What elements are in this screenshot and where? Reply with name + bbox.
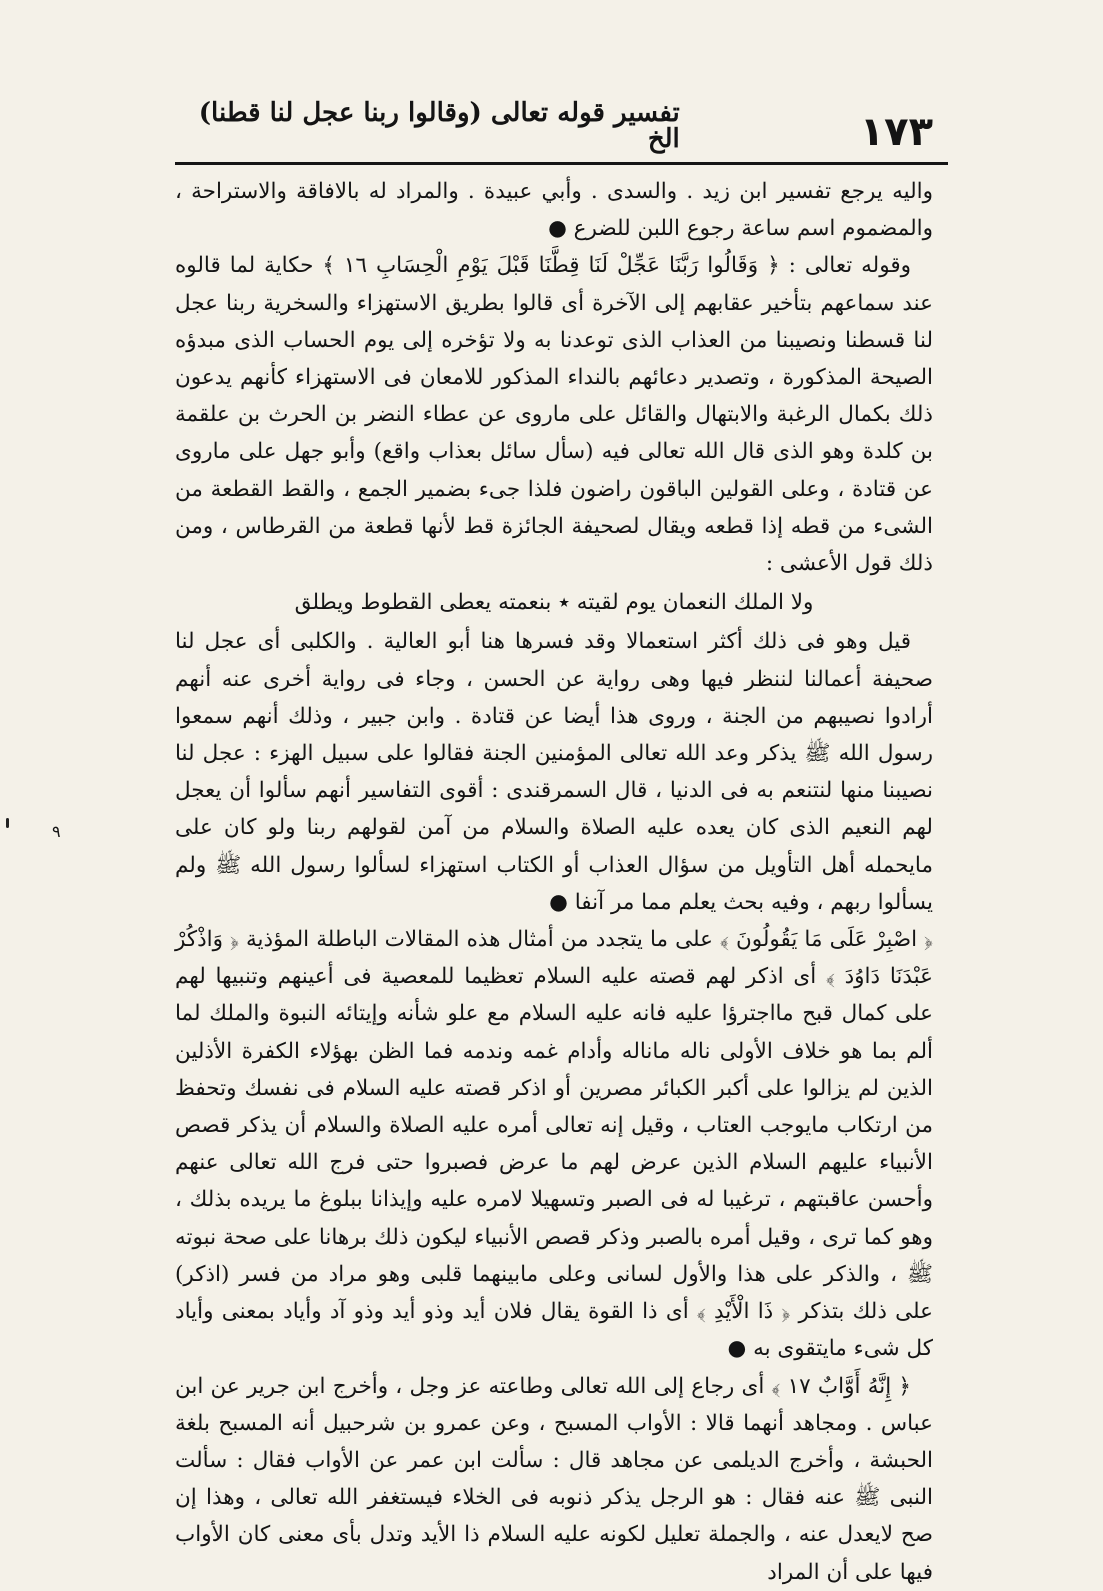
body-text	[175, 173, 933, 1591]
paragraph: وقوله تعالى : ﴿ وَقَالُوا رَبَّنَا عَجِّلْ لَنَا قِطَّنَا قَبْلَ يَوْمِ الْحِسَابِ ١٦ ﴾ حكاية لما قالوه عند سماعهم بتأخير عقابهم إلى الآخرة أى قالوا بطريق الاستهزاء والسخرية ربنا عجل لنا قسطنا ونصيبنا من العذاب الذى توعدنا به ولا تؤخره إلى يوم الحساب الذى مبدؤه الصيحة المذكورة ، وتصدير دعائهم بالنداء المذكور للامعان فى الاستهزاء كأنهم يدعون ذلك بكمال الرغبة والابتهال والقائل على ماروى عن عطاء النضر بن الحرث بن علقمة بن كلدة وهو الذى قال الله تعالى فيه (سأل سائل بعذاب واقع) وأبو جهل على ماروى عن قتادة ، وعلى القولين الباقون راضون فلذا جىء بضمير الجمع ، والقط القطعة من الشىء من قطه إذا قطعه ويقال لصحيفة الجائزة قط لأنها قطعة من القرطاس ، ومن ذلك قول الأعشى :	[175, 253, 933, 577]
paragraph: ﴿ إِنَّهُ أَوَّابٌ ١٧ ﴾ أى رجاع إلى الله تعالى وطاعته عز وجل ، وأخرج ابن جرير عن ابن عباس . ومجاهد أنهما قالا : الأواب المسبح ، وعن عمرو بن شرحبيل أنه المسبح بلغة الحبشة ، وأخرج الديلمى عن مجاهد قال : سألت ابن عمر عن الأواب فقال : سألت النبى ﷺ عنه فقال : هو الرجل يذكر ذنوبه فى الخلاء فيستغفر الله تعالى ، وهذا إن صح لايعدل عنه ، والجملة تعليل لكونه عليه السلام ذا الأيد وتدل بأى معنى كان الأواب فيها على أن المراد	[175, 1373, 933, 1585]
paragraph: ﴿ اصْبِرْ عَلَى مَا يَقُولُونَ ﴾ على ما يتجدد من أمثال هذه المقالات الباطلة المؤذية ﴿ وَاذْكُرْ عَبْدَنَا دَاوُدَ ﴾ أى اذكر لهم قصته عليه السلام تعظيما للمعصية فى أعينهم وتنبيها لهم على كمال قبح مااجترؤا عليه فانه عليه السلام مع علو شأنه وإيتائه النبوة والملك لما ألم بما هو خلاف الأولى ناله ماناله وأدام غمه وندمه فما الظن بهؤلاء الكفرة الأذلين الذين لم يزالوا على أكبر الكبائر مصرين أو اذكر قصته عليه السلام فى نفسك وتحفظ من ارتكاب مايوجب العتاب ، وقيل إنه تعالى أمره عليه الصلاة والسلام أن يذكر قصص الأنبياء عليهم السلام الذين عرض لهم ما عرض فصبروا حتى فرج الله تعالى عنهم وأحسن عاقبتهم ، ترغيبا له فى الصبر وتسهيلا لامره عليه وإيذانا ببلوغ ما يريده بذلك ، وهو كما ترى ، وقيل أمره بالصبر وذكر قصص الأنبياء ليكون ذلك برهانا على صحة نبوته ﷺ ، والذكر على هذا والأول لسانى وعلى مابينهما قلبى وهو مراد من فسر (اذكر) على ذلك بتذكر ﴿ ذَا الْأَيْدِ ﴾ أى ذا القوة يقال فلان أيد وذو أيد وذو آد وأياد بمعنى وأياد كل شىء مايتقوى به ●	[175, 927, 933, 1362]
paragraph: قيل وهو فى ذلك أكثر استعمالا وقد فسرها هنا أبو العالية . والكلبى أى عجل لنا صحيفة أعمالنا لننظر فيها وهى رواية عن الحسن ، وجاء فى رواية أخرى عنه أنهم أرادوا نصيبهم من الجنة ، وروى هذا أيضا عن قتادة . وابن جبير ، وذلك أنهم سمعوا رسول الله ﷺ يذكر وعد الله تعالى المؤمنين الجنة فقالوا على سبيل الهزء : عجل لنا نصيبنا منها لنتنعم به فى الدنيا ، قال السمرقندى : أقوى التفاسير أنهم سألوا أن يعجل لهم النعيم الذى كان يعده عليه الصلاة والسلام من آمن لقولهم ربنا ولو كان على مايحمله أهل التأويل من سؤال العذاب أو الكتاب استهزاء لسألوا رسول الله ﷺ ولم يسألوا ربهم ، وفيه بحث يعلم مما مر آنفا ●	[175, 629, 933, 915]
margin-dot	[6, 818, 9, 828]
margin-mark: ٩	[52, 822, 61, 841]
header-rule	[175, 162, 948, 165]
running-title: تفسير قوله تعالى (وقالوا ربنا عجل لنا قطنا) الخ	[198, 98, 680, 154]
page-header	[175, 100, 943, 158]
page-number: ١٧٣	[859, 109, 933, 155]
poetry-verse: ولا الملك النعمان يوم لقيته ٭ بنعمته يعطى القطوط ويطلق	[294, 590, 814, 616]
paragraph: واليه يرجع تفسير ابن زيد . والسدى . وأبي عبيدة . والمراد له بالافاقة والاستراحة ، والمضموم اسم ساعة رجوع اللبن للضرع ●	[175, 179, 933, 242]
